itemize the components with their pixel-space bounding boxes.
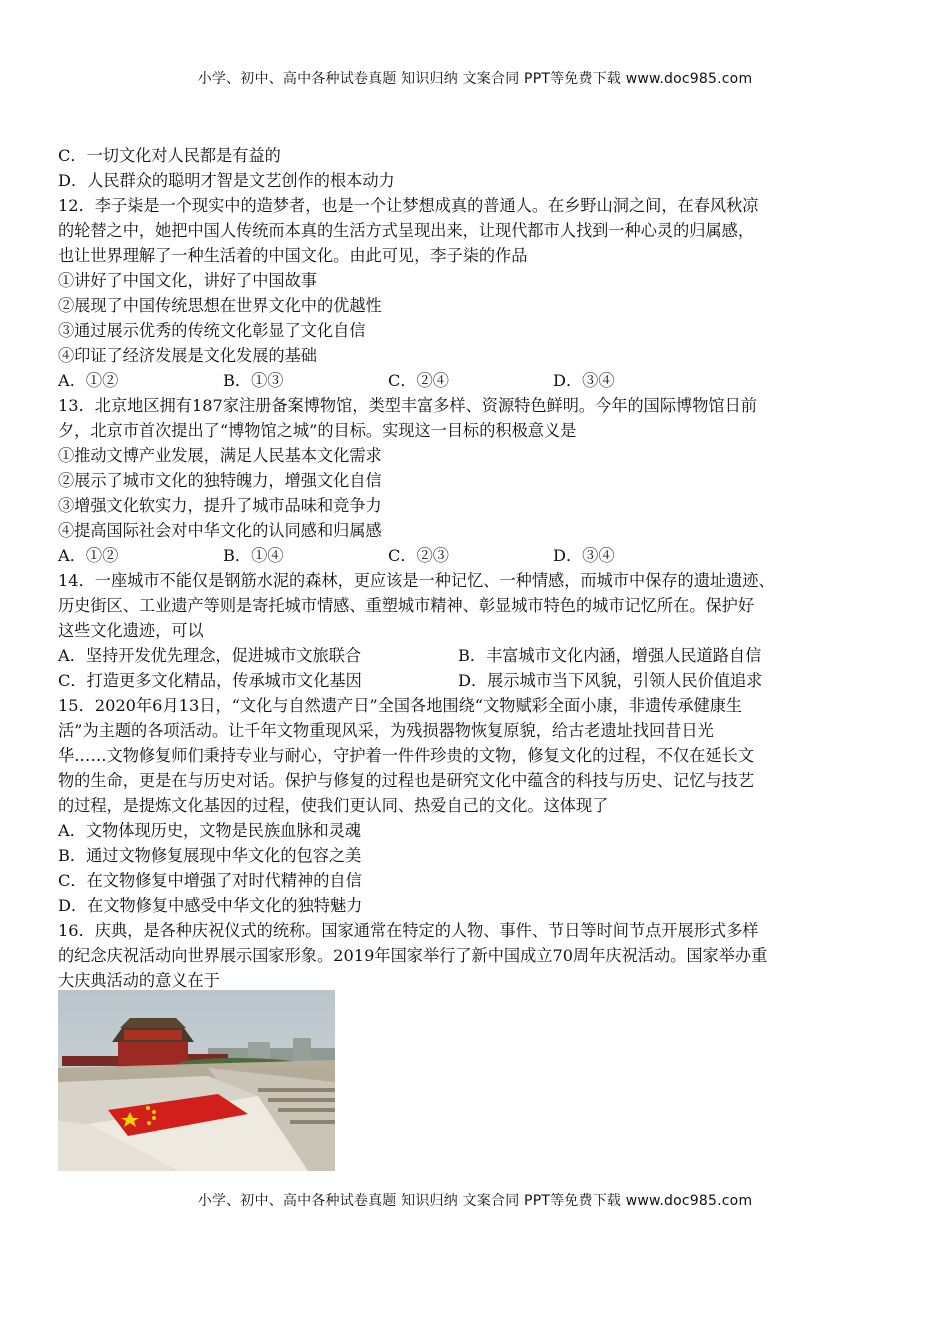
q12-item: ①讲好了中国文化，讲好了中国故事 xyxy=(58,271,317,290)
q12-item: ②展现了中国传统思想在世界文化中的优越性 xyxy=(58,296,382,315)
q14-options-row xyxy=(58,643,898,668)
q12-stem-line: 也让世界理解了一种生活着的中国文化。由此可见，李子柒的作品 xyxy=(58,246,528,265)
q13-options xyxy=(58,543,898,568)
q13-option-a: A．①② xyxy=(58,546,119,565)
q14-options-row xyxy=(58,668,898,693)
q15-option-c: C．在文物修复中增强了对时代精神的自信 xyxy=(58,871,362,890)
header-banner: 小学、初中、高中各种试卷真题 知识归纳 文案合同 PPT等免费下载 www.doc985.com xyxy=(197,71,753,87)
q11-option-d: D．人民群众的聪明才智是文艺创作的根本动力 xyxy=(58,171,395,190)
q15-option-b: B．通过文物修复展现中华文化的包容之美 xyxy=(58,846,362,865)
q13-option-c: C．②③ xyxy=(388,546,449,565)
q15-stem-line: 活”为主题的各项活动。让千年文物重现风采，为残损器物恢复原貌，给古老遗址找回昔日光 xyxy=(58,721,714,740)
q11-option-c: C．一切文化对人民都是有益的 xyxy=(58,146,281,165)
q15-stem-line: 15．2020年6月13日，“文化与自然遗产日”全国各地围绕“文物赋彩全面小康，非遗传承健康生 xyxy=(58,696,743,715)
q15-stem-line: 物的生命，更是在与历史对话。保护与修复的过程也是研究文化中蕴含的科技与历史、记忆与技艺 xyxy=(58,771,755,790)
q12-item: ④印证了经济发展是文化发展的基础 xyxy=(58,346,317,365)
q15-option-d: D．在文物修复中感受中华文化的独特魅力 xyxy=(58,896,363,915)
q15-option-a: A．文物体现历史，文物是民族血脉和灵魂 xyxy=(58,821,362,840)
q12-option-c: C．②④ xyxy=(388,371,449,390)
celebration-photo xyxy=(58,990,335,1171)
q14-option-c: C．打造更多文化精品，传承城市文化基因 xyxy=(58,671,362,690)
q13-item: ③增强文化软实力，提升了城市品味和竞争力 xyxy=(58,496,382,515)
q12-stem-line: 的轮替之中，她把中国人传统而本真的生活方式呈现出来，让现代都市人找到一种心灵的归属感， xyxy=(58,221,755,240)
exam-content xyxy=(58,143,898,993)
q12-options xyxy=(58,368,898,393)
q15-stem-line: 华……文物修复师们秉持专业与耐心，守护着一件件珍贵的文物，修复文化的过程，不仅在延长文 xyxy=(58,746,755,765)
q16-stem-line: 的纪念庆祝活动向世界展示国家形象。2019年国家举行了新中国成立70周年庆祝活动。国家举办重 xyxy=(58,946,768,965)
q13-option-b: B．①④ xyxy=(223,546,284,565)
q13-stem-line: 夕，北京市首次提出了“博物馆之城”的目标。实现这一目标的积极意义是 xyxy=(58,421,577,440)
q13-item: ②展示了城市文化的独特魄力，增强文化自信 xyxy=(58,471,382,490)
q14-option-b: B．丰富城市文化内涵，增强人民道路自信 xyxy=(458,646,762,665)
q14-option-d: D．展示城市当下风貌，引领人民价值追求 xyxy=(458,671,763,690)
q12-item: ③通过展示优秀的传统文化彰显了文化自信 xyxy=(58,321,366,340)
q12-option-d: D．③④ xyxy=(553,371,615,390)
q14-option-a: A．坚持开发优先理念，促进城市文旅联合 xyxy=(58,646,362,665)
q13-stem-line: 13．北京地区拥有187家注册备案博物馆，类型丰富多样、资源特色鲜明。今年的国际博物馆日前 xyxy=(58,396,757,415)
q12-option-b: B．①③ xyxy=(223,371,284,390)
q14-stem-line: 这些文化遗迹，可以 xyxy=(58,621,204,640)
q13-item: ①推动文博产业发展，满足人民基本文化需求 xyxy=(58,446,382,465)
q12-stem-line: 12．李子柒是一个现实中的造梦者，也是一个让梦想成真的普通人。在乡野山洞之间，在春风秋凉 xyxy=(58,196,759,215)
footer-banner: 小学、初中、高中各种试卷真题 知识归纳 文案合同 PPT等免费下载 www.doc985.com xyxy=(197,1193,753,1209)
q14-stem-line: 14．一座城市不能仅是钢筋水泥的森林，更应该是一种记忆、一种情感，而城市中保存的遗址遗迹、 xyxy=(58,571,775,590)
q15-stem-line: 的过程，是提炼文化基因的过程，使我们更认同、热爱自己的文化。这体现了 xyxy=(58,796,609,815)
q13-item: ④提高国际社会对中华文化的认同感和归属感 xyxy=(58,521,382,540)
q12-option-a: A．①② xyxy=(58,371,119,390)
q14-stem-line: 历史街区、工业遗产等则是寄托城市情感、重塑城市精神、彰显城市特色的城市记忆所在。保护好 xyxy=(58,596,755,615)
q13-option-d: D．③④ xyxy=(553,546,615,565)
q16-stem-line: 大庆典活动的意义在于 xyxy=(58,971,220,990)
q16-stem-line: 16．庆典，是各种庆祝仪式的统称。国家通常在特定的人物、事件、节日等时间节点开展形式多样 xyxy=(58,921,759,940)
